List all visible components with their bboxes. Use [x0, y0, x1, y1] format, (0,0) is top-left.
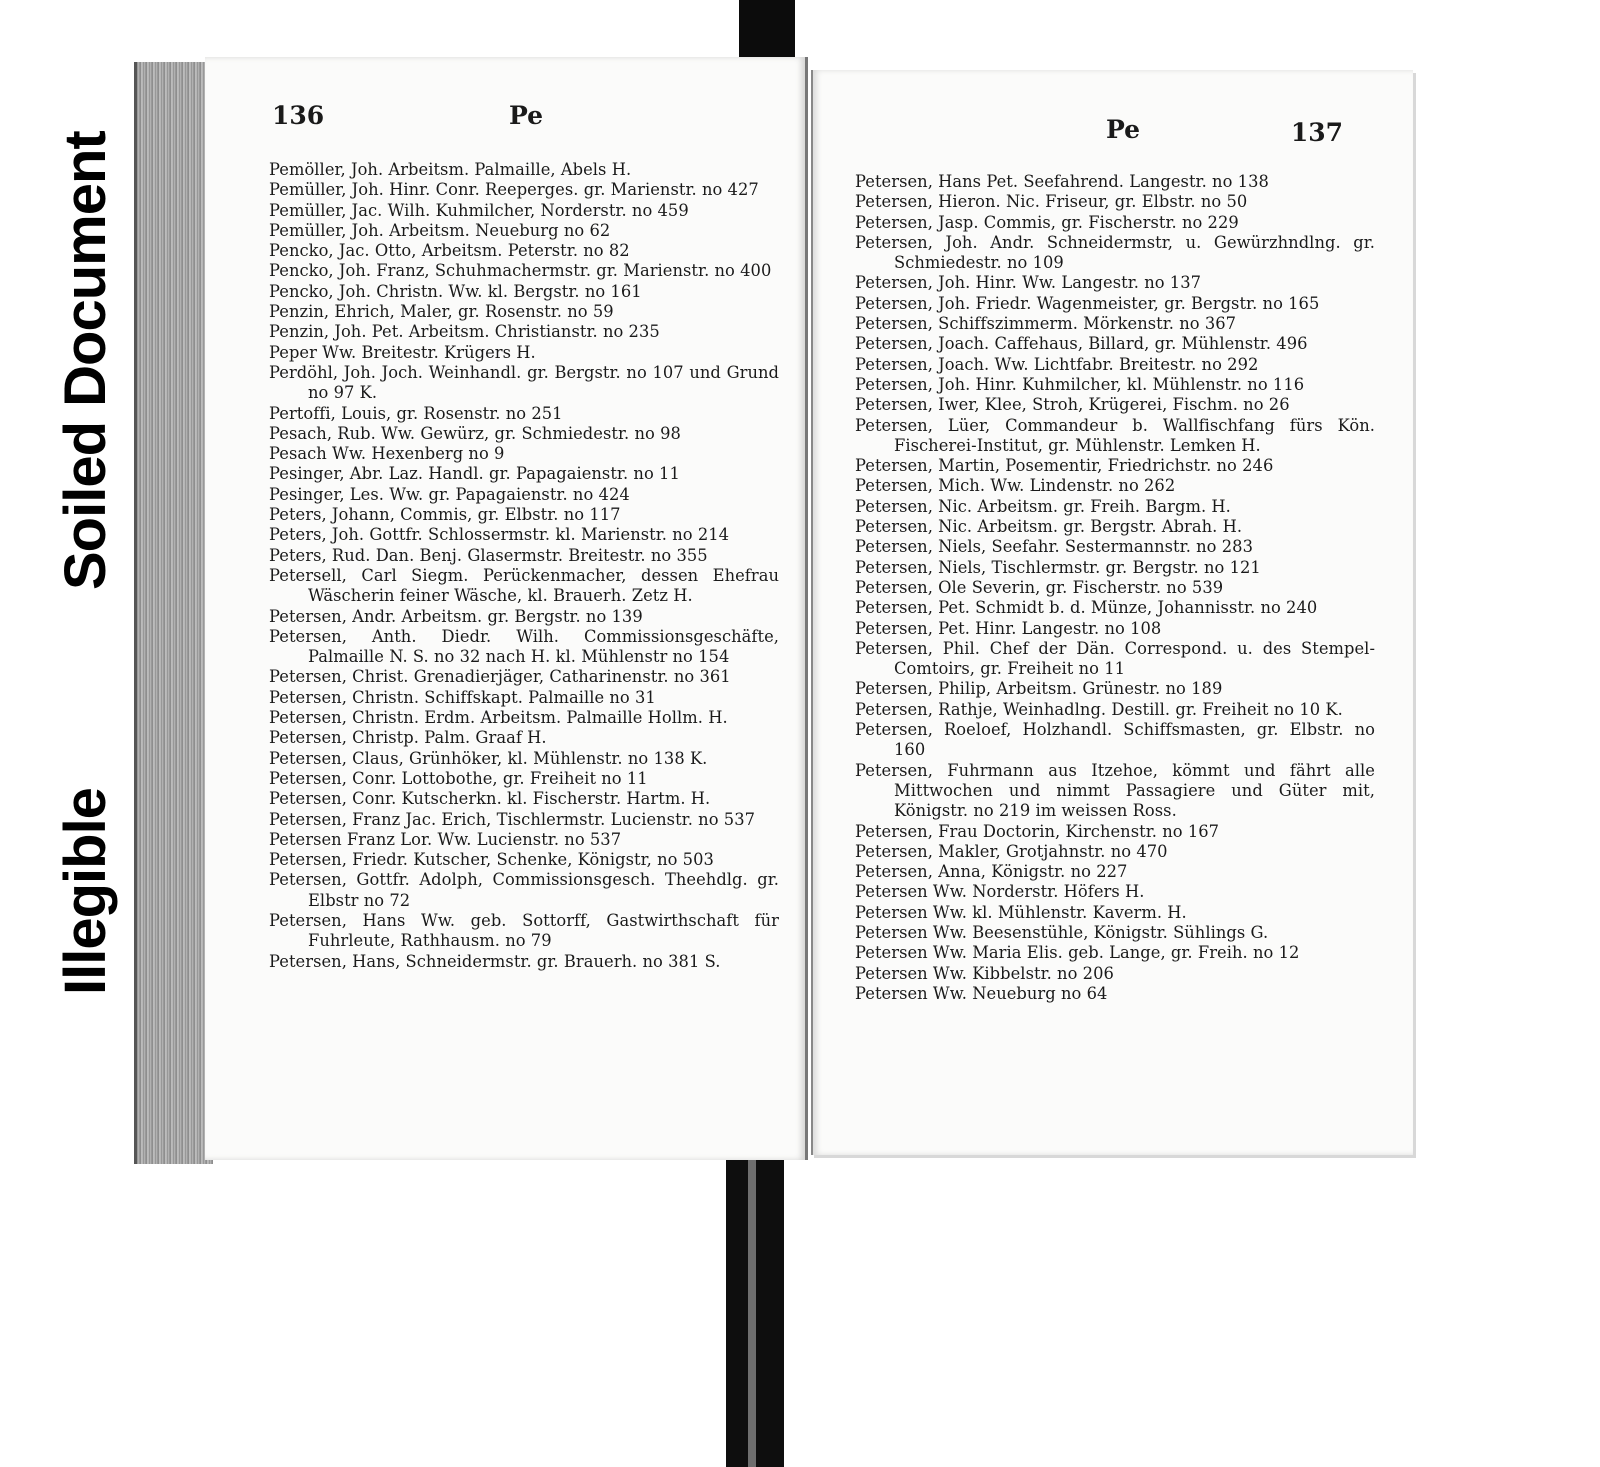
directory-entry: Petersen, Andr. Arbeitsm. gr. Bergstr. no 139 [269, 606, 643, 626]
left-page-number: 136 [272, 101, 325, 130]
right-page-header [813, 114, 1413, 154]
directory-entry: Petersen Ww. Norderstr. Höfers H. [855, 882, 1145, 902]
binding-strip-bottom [726, 1160, 784, 1467]
directory-entry: Petersen, Hans Pet. Seefahrend. Langestr. no 138 [855, 172, 1269, 191]
right-page-title: Pe [1106, 115, 1141, 144]
directory-entry: Pesach Ww. Hexenberg no 9 [269, 444, 505, 464]
directory-entry: Pencko, Joh. Christn. Ww. kl. Bergstr. no 161 [269, 281, 642, 301]
directory-entry: Peper Ww. Breitestr. Krügers H. [269, 342, 536, 362]
directory-entry: Petersen, Pet. Schmidt b. d. Münze, Johannisstr. no 240 [855, 598, 1318, 618]
directory-entry: Petersell, Carl Siegm. Perückenmacher, dessen Ehefrau Wäscherin feiner Wäsche, kl. Brauerh. Zetz H. [269, 565, 779, 606]
directory-entry: Petersen, Joh. Hinr. Kuhmilcher, kl. Mühlenstr. no 116 [855, 374, 1305, 394]
directory-entry: Petersen Ww. Maria Elis. geb. Lange, gr. Freih. no 12 [855, 943, 1300, 963]
directory-entry: Petersen, Anth. Diedr. Wilh. Commissionsgeschäfte, Palmaille N. S. no 32 nach H. kl. Mühlenstr no 154 [269, 626, 779, 667]
directory-entry: Pencko, Jac. Otto, Arbeitsm. Peterstr. no 82 [269, 241, 630, 261]
directory-entry: Petersen, Christn. Schiffskapt. Palmaille no 31 [269, 687, 656, 707]
left-page-title: Pe [509, 101, 544, 130]
directory-entry: Petersen, Roeloef, Holzhandl. Schiffsmasten, gr. Elbstr. no 160 [855, 720, 1375, 760]
directory-entry: Petersen, Pet. Hinr. Langestr. no 108 [855, 618, 1162, 638]
left-entry-list [269, 160, 779, 972]
directory-entry: Petersen, Nic. Arbeitsm. gr. Bergstr. Abrah. H. [855, 517, 1243, 537]
directory-entry: Petersen Ww. Beesenstühle, Königstr. Sühlings G. [855, 922, 1269, 942]
directory-entry: Peters, Rud. Dan. Benj. Glasermstr. Breitestr. no 355 [269, 545, 708, 565]
directory-entry: Petersen, Fuhrmann aus Itzehoe, kömmt und fährt alle Mittwochen und nimmt Passagiere und Güter mit, Königstr. no 219 im weissen Ross. [855, 760, 1375, 821]
directory-entry: Petersen, Christp. Palm. Graaf H. [269, 728, 547, 748]
directory-entry: Petersen, Ole Severin, gr. Fischerstr. no 539 [855, 577, 1224, 597]
right-page [811, 70, 1413, 1155]
directory-entry: Petersen, Martin, Posementir, Friedrichstr. no 246 [855, 456, 1274, 476]
directory-entry: Pemüller, Jac. Wilh. Kuhmilcher, Norderstr. no 459 [269, 200, 689, 220]
directory-entry: Penzin, Joh. Pet. Arbeitsm. Christianstr. no 235 [269, 322, 660, 342]
directory-entry: Petersen, Conr. Kutscherkn. kl. Fischerstr. Hartm. H. [269, 789, 711, 809]
directory-entry: Petersen, Mich. Ww. Lindenstr. no 262 [855, 476, 1176, 496]
directory-entry: Petersen, Phil. Chef der Dän. Correspond. u. des Stempel-Comtoirs, gr. Freiheit no 11 [855, 638, 1375, 679]
soiled-document-stamp: Soiled Document [53, 131, 118, 590]
directory-entry: Petersen, Conr. Lottobothe, gr. Freiheit no 11 [269, 768, 648, 788]
directory-entry: Petersen, Friedr. Kutscher, Schenke, Königstr, no 503 [269, 850, 714, 870]
directory-entry: Petersen, Frau Doctorin, Kirchenstr. no 167 [855, 821, 1220, 841]
left-page-header [205, 101, 805, 141]
right-entry-list [855, 172, 1375, 1004]
directory-entry: Petersen, Christ. Grenadierjäger, Catharinenstr. no 361 [269, 667, 731, 687]
directory-entry: Petersen, Niels, Seefahr. Sestermannstr. no 283 [855, 537, 1253, 557]
directory-entry: Petersen, Philip, Arbeitsm. Grünestr. no 189 [855, 679, 1223, 699]
directory-entry: Petersen, Claus, Grünhöker, kl. Mühlenstr. no 138 K. [269, 748, 708, 768]
directory-entry: Petersen, Christn. Erdm. Arbeitsm. Palmaille Hollm. H. [269, 708, 728, 728]
directory-entry: Pemöller, Joh. Arbeitsm. Palmaille, Abels H. [269, 160, 632, 179]
directory-entry: Pesinger, Les. Ww. gr. Papagaienstr. no 424 [269, 484, 630, 504]
directory-entry: Penzin, Ehrich, Maler, gr. Rosenstr. no 59 [269, 302, 614, 322]
directory-entry: Petersen, Joach. Caffehaus, Billard, gr. Mühlenstr. 496 [855, 334, 1308, 354]
directory-entry: Petersen, Hieron. Nic. Friseur, gr. Elbstr. no 50 [855, 192, 1248, 212]
directory-entry: Pesach, Rub. Ww. Gewürz, gr. Schmiedestr. no 98 [269, 423, 681, 443]
directory-entry: Pencko, Joh. Franz, Schuhmachermstr. gr. Marienstr. no 400 [269, 261, 772, 281]
directory-entry: Petersen, Joh. Andr. Schneidermstr, u. Gewürzhndlng. gr. Schmiedestr. no 109 [855, 232, 1375, 273]
directory-entry: Petersen, Lüer, Commandeur b. Wallfischfang fürs Kön. Fischerei-Institut, gr. Mühlenstr. Lemken H. [855, 415, 1375, 455]
left-page [205, 57, 808, 1160]
directory-entry: Petersen, Franz Jac. Erich, Tischlermstr. Lucienstr. no 537 [269, 809, 756, 829]
directory-entry: Petersen, Iwer, Klee, Stroh, Krügerei, Fischm. no 26 [855, 395, 1290, 415]
directory-entry: Petersen Ww. Kibbelstr. no 206 [855, 963, 1114, 983]
directory-entry: Petersen, Joach. Ww. Lichtfabr. Breitestr. no 292 [855, 354, 1259, 374]
directory-entry: Petersen, Hans, Schneidermstr. gr. Brauerh. no 381 S. [269, 951, 721, 971]
directory-entry: Petersen Ww. kl. Mühlenstr. Kaverm. H. [855, 902, 1187, 922]
page-edges [134, 62, 213, 1164]
directory-entry: Petersen, Joh. Friedr. Wagenmeister, gr. Bergstr. no 165 [855, 293, 1320, 313]
directory-entry: Pemüller, Joh. Arbeitsm. Neueburg no 62 [269, 220, 611, 240]
right-page-number: 137 [1290, 118, 1343, 147]
directory-entry: Petersen, Gottfr. Adolph, Commissionsgesch. Theehdlg. gr. Elbstr no 72 [269, 870, 779, 910]
directory-entry: Peters, Johann, Commis, gr. Elbstr. no 117 [269, 505, 621, 525]
directory-entry: Petersen Ww. Neueburg no 64 [855, 983, 1108, 1003]
directory-entry: Petersen Franz Lor. Ww. Lucienstr. no 537 [269, 829, 622, 849]
directory-entry: Petersen, Niels, Tischlermstr. gr. Bergstr. no 121 [855, 557, 1261, 577]
directory-entry: Petersen, Nic. Arbeitsm. gr. Freih. Bargm. H. [855, 496, 1231, 516]
directory-entry: Petersen, Schiffszimmerm. Mörkenstr. no 367 [855, 314, 1237, 334]
directory-entry: Petersen, Jasp. Commis, gr. Fischerstr. no 229 [855, 212, 1239, 232]
directory-entry: Petersen, Joh. Hinr. Ww. Langestr. no 137 [855, 273, 1202, 293]
directory-entry: Petersen, Hans Ww. geb. Sottorff, Gastwirthschaft für Fuhrleute, Rathhausm. no 79 [269, 910, 779, 951]
directory-entry: Petersen, Rathje, Weinhadlng. Destill. gr. Freiheit no 10 K. [855, 699, 1343, 719]
directory-entry: Petersen, Anna, Königstr. no 227 [855, 862, 1128, 882]
directory-entry: Perdöhl, Joh. Joch. Weinhandl. gr. Bergstr. no 107 und Grund no 97 K. [269, 362, 779, 403]
directory-entry: Peters, Joh. Gottfr. Schlossermstr. kl. Marienstr. no 214 [269, 525, 730, 545]
directory-entry: Pemüller, Joh. Hinr. Conr. Reeperges. gr. Marienstr. no 427 [269, 180, 759, 200]
directory-entry: Petersen, Makler, Grotjahnstr. no 470 [855, 841, 1168, 861]
illegible-stamp: Illegible [53, 788, 118, 995]
directory-entry: Pertoffi, Louis, gr. Rosenstr. no 251 [269, 403, 563, 423]
directory-entry: Pesinger, Abr. Laz. Handl. gr. Papagaienstr. no 11 [269, 464, 680, 484]
